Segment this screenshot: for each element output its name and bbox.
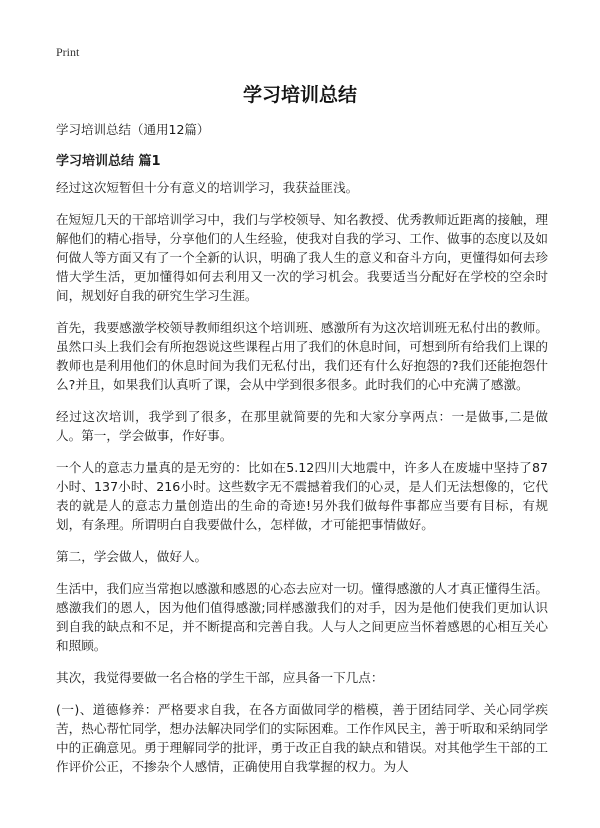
paragraph: 在短短几天的干部培训学习中，我们与学校领导、知名教授、优秀教师近距离的接触，理解他们的精心指导，分享他们的人生经验，使我对自我的学习、工作、做事的态度以及如何做人等方面又有了一个全新的认识，明确了我人生的意义和奋斗方向，更懂得如何去珍惜大学生活，更加懂得如何去利用又一次的学习机会。我要适当分配好在学校的空余时间，规划好自我的研究生学习生涯。 [56, 212, 548, 303]
page-title: 学习培训总结 [242, 84, 357, 106]
paragraph: 一个人的意志力量真的是无穷的：比如在5.12四川大地震中，许多人在废墟中坚持了87小时、137小时、216小时。这些数字无不震撼着我们的心灵，是人们无法想像的，它代表的就是人的意志力量创造出的生命的奇迹!另外我们做每件事都应当要有目标，有规划，有条理。所谓明白自我要做什么，怎样做，才可能把事情做好。 [56, 460, 548, 532]
section-heading: 学习培训总结 篇1 [56, 154, 161, 169]
paragraph: 其次，我觉得要做一名合格的学生干部，应具备一下几点： [56, 670, 384, 685]
print-label[interactable]: Print [56, 45, 80, 59]
paragraph: 第二，学会做人，做好人。 [56, 549, 208, 564]
paragraph: 生活中，我们应当常抱以感激和感恩的心态去应对一切。懂得感激的人才真正懂得生活。感激我们的恩人，因为他们值得感激;同样感激我们的对手，因为是他们使我们更加认识到自我的缺点和不足，并不断提高和完善自我。人与人之间更应当怀着感恩的心相互关心和照顾。 [56, 581, 548, 653]
paragraph: (一)、道德修养：严格要求自我，在各方面做同学的楷模，善于团结同学、关心同学疾苦，热心帮忙同学，想办法解决同学们的实际困难。工作作风民主，善于听取和采纳同学中的正确意见。勇于理解同学的批评，勇于改正自我的缺点和错误。对其他学生干部的工作评价公正，不掺杂个人感情，正确使用自我掌握的权力。为人 [56, 702, 548, 774]
document-subtitle: 学习培训总结（通用12篇） [56, 122, 210, 137]
paragraph: 经过这次短暂但十分有意义的培训学习，我获益匪浅。 [56, 180, 359, 195]
paragraph: 经过这次培训，我学到了很多，在那里就简要的先和大家分享两点：一是做事,二是做人。第一，学会做事，作好事。 [56, 409, 548, 443]
paragraph: 首先，我要感激学校领导教师组织这个培训班、感激所有为这次培训班无私付出的教师。虽然口头上我们会有所抱怨说这些课程占用了我们的休息时间，可想到所有给我们上课的教师也是利用他们的休息时间为我们无私付出，我们还有什么好抱怨的?我们还能抱怨什么?并且，如果我们认真听了课，会从中学到很多很多。此时我们的心中充满了感激。 [56, 320, 548, 392]
body-text [56, 178, 548, 789]
